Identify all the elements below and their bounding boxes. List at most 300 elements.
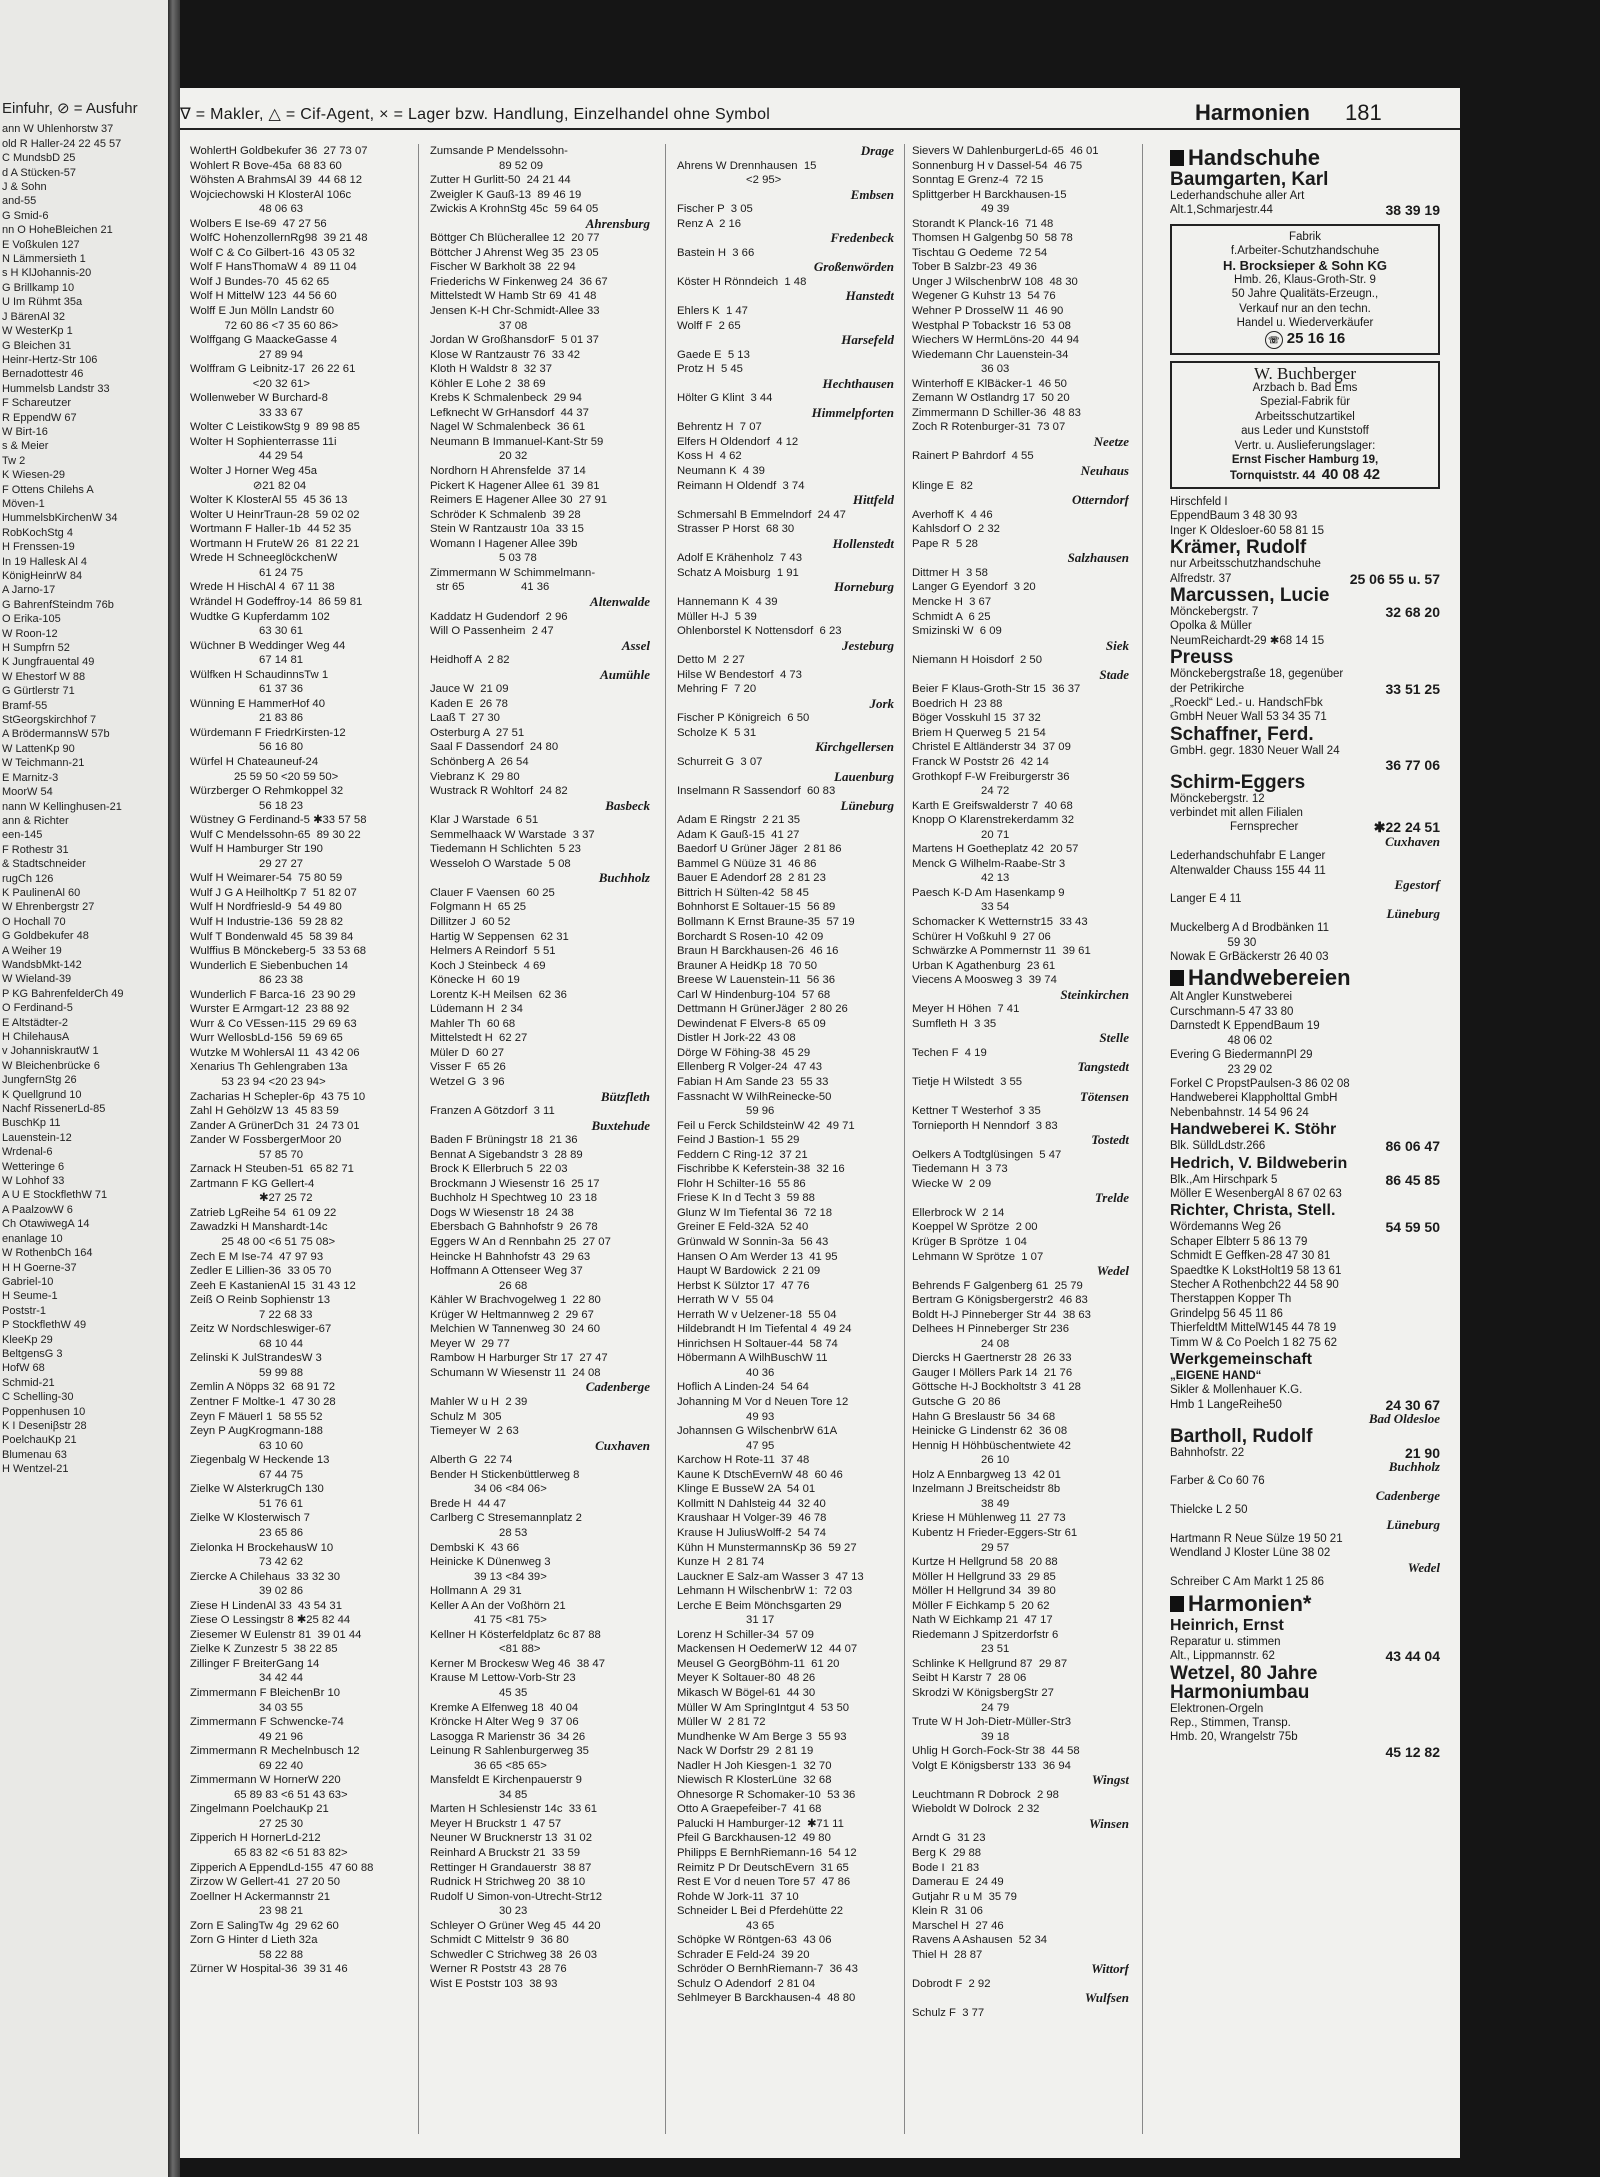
listing-entry: Flohr H Schilter-16 55 86 xyxy=(677,1177,806,1190)
listing-entry: Briem H Querweg 5 21 54 xyxy=(912,726,1046,739)
listing-entry: Bohnhorst E Soltauer-15 56 89 xyxy=(677,901,836,914)
listing-entry: Wolffgang G MaackeGasse 4 xyxy=(190,334,338,347)
listing-entry: 29 27 27 xyxy=(190,857,304,870)
listing-entry: Bollmann K Ernst Braune-35 57 19 xyxy=(677,915,855,928)
listing-entry: Friese K In d Techt 3 59 88 xyxy=(677,1192,815,1205)
listing: Möller E WesenbergAl 8 67 02 63 xyxy=(1170,1187,1342,1200)
left-page-line: W RothenbCh 164 xyxy=(2,1247,93,1260)
advert-phone: 38 39 19 xyxy=(1385,203,1440,218)
listing-entry: Paesch K-D Am Hasenkamp 9 xyxy=(912,886,1065,899)
advert-line: GmbH. gegr. 1830 Neuer Wall 24 xyxy=(1170,744,1340,757)
place-heading: Otterndorf xyxy=(1071,493,1129,508)
left-page-line: A U E StockflethW 71 xyxy=(2,1189,108,1202)
listing-entry: Inzelmann J Breitscheidstr 8b xyxy=(912,1483,1061,1496)
listing-entry: Zirzow W Gellert-41 27 20 50 xyxy=(190,1876,341,1889)
listing-entry: Wüchner B Weddinger Weg 44 xyxy=(190,639,346,652)
listing: Farber & Co 60 76 xyxy=(1170,1475,1265,1488)
listing-entry: Wiechers W HermLöns-20 44 94 xyxy=(912,334,1080,347)
listing-entry: 89 52 09 xyxy=(430,159,544,172)
listing-entry: Dillitzer J 60 52 xyxy=(430,915,511,928)
listing-entry: Klinge E 82 xyxy=(912,479,973,492)
listing-entry: Bammel G Nüüze 31 46 86 xyxy=(677,857,817,870)
place-heading: Aumühle xyxy=(600,667,650,682)
listing-entry: Wolf J Bundes-70 45 62 65 xyxy=(190,275,330,288)
page-number: 181 xyxy=(1345,100,1382,125)
place-heading: Fredenbeck xyxy=(830,231,894,246)
listing-entry: Bastein H 3 66 xyxy=(677,246,755,259)
listing-entry: 61 24 75 xyxy=(190,566,304,579)
listing-entry: Meyer H Höhen 7 41 xyxy=(912,1003,1020,1016)
advert-name: W. Buchberger xyxy=(1254,363,1356,383)
listing: Forkel C PropstPaulsen-3 86 02 08 xyxy=(1170,1077,1350,1090)
listing-entry: Schomacker K Wetternstr15 33 43 xyxy=(912,915,1088,928)
place-heading: Cuxhaven xyxy=(1385,833,1440,849)
advert-line: Blk.,Am Hirschpark 5 86 45 85 xyxy=(1170,1172,1440,1187)
left-page-line: C MundsbD 25 xyxy=(2,152,76,165)
left-page-line: een-145 xyxy=(2,829,43,842)
listing-entry: Wist E Poststr 103 38 93 xyxy=(430,1977,558,1990)
listing-entry: Lasogga R Marienstr 36 34 26 xyxy=(430,1730,586,1743)
advert-line: Elektronen-Orgeln xyxy=(1170,1702,1264,1715)
listing-entry: Bender H Stickenbüttlerweg 8 xyxy=(430,1468,580,1481)
listing-entry: Wolter J Horner Weg 45a xyxy=(190,465,318,478)
left-facing-page xyxy=(0,0,168,2177)
listing-entry: Brock K Ellerbruch 5 22 03 xyxy=(430,1163,568,1176)
listing-entry: Protz H 5 45 xyxy=(677,363,743,376)
listing-entry: 30 23 xyxy=(430,1905,528,1918)
listing-entry: Wolff F 2 65 xyxy=(677,319,741,332)
listing-entry: Wolbers E Ise-69 47 27 56 xyxy=(190,217,327,230)
place-heading: Stade xyxy=(1099,667,1129,682)
listing-entry: Behrends F Galgenberg 61 25 79 xyxy=(912,1279,1083,1292)
listing-entry: Grothkopf F-W Freiburgerstr 36 xyxy=(912,770,1070,783)
left-page-line: Poppenhusen 10 xyxy=(2,1405,86,1418)
listing-entry: Kloth H Waldstr 8 32 37 xyxy=(430,363,553,376)
listing: 23 29 02 xyxy=(1170,1063,1273,1076)
left-page-line: G Brillkamp 10 xyxy=(2,281,75,294)
listing-entry: Schrader E Feld-24 39 20 xyxy=(677,1948,810,1961)
listing-entry: Wöhsten A BrahmsAl 39 44 68 12 xyxy=(190,174,363,187)
listing-entry: 63 10 60 xyxy=(190,1439,304,1452)
listing-entry: Hölter G Klint 3 44 xyxy=(677,392,773,405)
listing-entry: 56 16 80 xyxy=(190,741,304,754)
listing-entry: 7 22 68 33 xyxy=(190,1308,313,1321)
listing-entry: Marten H Schlesienstr 14c 33 61 xyxy=(430,1803,598,1816)
advert-line: Handel u. Wiederverkäufer xyxy=(1236,317,1374,330)
listing: Timm W & Co Poelch 1 82 75 62 xyxy=(1170,1336,1338,1349)
listing-entry: Sumfleth H 3 35 xyxy=(912,1017,997,1030)
listing-entry: Zentner F Moltke-1 47 30 28 xyxy=(190,1396,336,1409)
listing-entry: Lüdemann H 2 34 xyxy=(430,1003,523,1016)
listing-entry: Fischer P 3 05 xyxy=(677,203,753,216)
listing-entry: Ziercke A Chilehaus 33 32 30 xyxy=(190,1570,341,1583)
listing-entry: Schneider L Bei d Pferdehütte 22 xyxy=(677,1905,844,1918)
listing-entry: Schürer H Voßkuhl 9 27 06 xyxy=(912,930,1051,943)
left-page-line: HofW 68 xyxy=(2,1362,45,1375)
listing-entry: Hannemann K 4 39 xyxy=(677,595,778,608)
listing-entry: Reinhard A Bruckstr 21 33 59 xyxy=(430,1846,581,1859)
column-divider xyxy=(1142,144,1143,2134)
advert-name: Schirm-Eggers xyxy=(1170,771,1306,793)
listing: Wendland J Kloster Lüne 38 02 xyxy=(1170,1547,1331,1560)
advert-phone: 45 12 82 xyxy=(1385,1744,1440,1760)
listing-entry: Schönberg A 26 54 xyxy=(430,755,529,768)
listing-entry: Dewindenat F Elvers-8 65 09 xyxy=(677,1017,826,1030)
listing-entry: Krüger B Sprötze 1 04 xyxy=(912,1236,1027,1249)
listing-entry: WohlertH Goldbekufer 36 27 73 07 xyxy=(190,145,368,157)
left-page-line: A BrödermannsW 57b xyxy=(2,728,110,741)
advert-phone-row: ☏ 25 16 16 xyxy=(1178,331,1432,349)
listing-entry: Zahl H GehölzW 13 45 83 59 xyxy=(190,1105,339,1118)
advert-name: Hedrich, V. Bildweberin xyxy=(1170,1154,1348,1172)
left-page-line: BuschKp 11 xyxy=(2,1117,61,1130)
left-page-line: E Voßkulen 127 xyxy=(2,238,80,251)
listing-entry: Zorn E SalingTw 4g 29 62 60 xyxy=(190,1919,339,1932)
listing-entry: Breese W Lauenstein-11 56 36 xyxy=(677,974,836,987)
place-heading: Bad Oldesloe xyxy=(1368,1411,1440,1427)
page-title: Harmonien xyxy=(1195,100,1310,125)
listing-entry: 34 06 <84 06> xyxy=(430,1483,547,1496)
left-page-line: K Wiesen-29 xyxy=(2,469,65,482)
listing-entry: Semmelhaack W Warstade 3 37 xyxy=(430,828,595,841)
left-page-line: H Wentzel-21 xyxy=(2,1463,69,1476)
place-heading: Horneburg xyxy=(834,580,894,595)
listing-entry: Kaden E 26 78 xyxy=(430,697,508,710)
place-heading: Basbeck xyxy=(605,798,650,813)
place-heading: Buchholz xyxy=(1388,1459,1440,1475)
listing-entry: Zingelmann PoelchauKp 21 xyxy=(190,1803,329,1816)
listing-entry: Mackensen H OedemerW 12 44 07 xyxy=(677,1643,858,1656)
listing-entry: Wieboldt W Dolrock 2 32 xyxy=(912,1803,1040,1816)
listing-entry: Zelinski K JulStrandesW 3 xyxy=(190,1352,322,1365)
listing-entry: 86 23 38 xyxy=(190,974,304,987)
listing-entry: Krause H JuliusWolff-2 54 74 xyxy=(677,1526,827,1539)
listing-entry: Averhoff K 4 46 xyxy=(912,508,993,521)
listing-entry: Zoellner H Ackermannstr 21 xyxy=(190,1890,331,1903)
left-page-line: PoelchauKp 21 xyxy=(2,1434,77,1447)
listing-entry: Dörge W Föhing-38 45 29 xyxy=(677,1046,811,1059)
listing: Langer E 4 11 xyxy=(1170,893,1242,906)
listing-entry: Wulf T Bondenwald 45 58 39 84 xyxy=(190,930,354,943)
section-heading-handschuhe: Handschuhe xyxy=(1170,150,1440,166)
listing-entry: Wünning E HammerHof 40 xyxy=(190,697,325,710)
listing-entry: Sievers W DahlenburgerLd-65 46 01 xyxy=(912,145,1099,157)
listing-entry: Hahn G Breslaustr 56 34 68 xyxy=(912,1410,1056,1423)
listing-entry: Brockmann J Wiesenstr 16 25 17 xyxy=(430,1177,600,1190)
column-divider xyxy=(904,144,905,2134)
listing-entry: Leinung R Sahlenburgerweg 35 xyxy=(430,1745,589,1758)
listing-entry: Hilse W Bendestorf 4 73 xyxy=(677,668,802,681)
listing-entry: Langer G Eyendorf 3 20 xyxy=(912,581,1036,594)
listing-entry: Karchow H Rote-11 37 48 xyxy=(677,1454,810,1467)
listing-entry: Göttsche H-J Bockholtstr 3 41 28 xyxy=(912,1381,1081,1394)
listing: EppendBaum 3 48 30 93 xyxy=(1170,510,1298,523)
listing-entry: Niemann H Hoisdorf 2 50 xyxy=(912,654,1042,667)
place-heading: Winsen xyxy=(1089,1816,1129,1831)
listing-entry: Rainert P Bahrdorf 4 55 xyxy=(912,450,1034,463)
advert-line: Mönckebergstraße 18, gegenüber xyxy=(1170,668,1344,681)
listing-entry: Bittrich H Sülten-42 58 45 xyxy=(677,886,809,899)
place-heading: Wittorf xyxy=(1091,1962,1129,1977)
advert-phone: 86 45 85 xyxy=(1385,1172,1440,1187)
listing-entry: Koch J Steinbeck 4 69 xyxy=(430,959,546,972)
column-divider xyxy=(418,144,419,2134)
listing: Lederhandschuhfabr E Langer xyxy=(1170,850,1326,863)
listing-entry: Johannsen G WilschenbrW 61A xyxy=(677,1425,838,1438)
listing-entry: Holz A Ennbargweg 13 42 01 xyxy=(912,1468,1061,1481)
listing-entry: Zielke K Zunzestr 5 38 22 85 xyxy=(190,1643,338,1656)
listing-entry: Eggers W An d Rennbahn 25 27 07 xyxy=(430,1236,611,1249)
listing-entry: Zumsande P Mendelssohn- xyxy=(430,145,568,157)
advert-line: GmbH Neuer Wall 53 34 35 71 xyxy=(1170,711,1327,724)
listing-entry: 34 42 44 xyxy=(190,1672,304,1685)
listing-entry: 56 18 23 xyxy=(190,799,304,812)
listing: Hirschfeld I xyxy=(1170,495,1228,508)
listing-entry: Carlberg C Stresemannplatz 2 xyxy=(430,1512,582,1525)
listing-entry: Tornieporth H Nenndorf 3 83 xyxy=(912,1119,1058,1132)
listing-entry: Wolter H Sophienterrasse 11i xyxy=(190,435,337,448)
listing-entry: Wunderlich F Barca-16 23 90 29 xyxy=(190,988,356,1001)
listing-entry: Meyer W 29 77 xyxy=(430,1337,510,1350)
listing-entry: Womann I Hagener Allee 39b xyxy=(430,537,578,550)
listing-entry: Pickert K Hagener Allee 61 39 81 xyxy=(430,479,600,492)
listing-entry: Meusel G GeorgBöhm-11 61 20 xyxy=(677,1657,840,1670)
listing-entry: Friederichs W Finkenweg 24 36 67 xyxy=(430,275,608,288)
listing-entry: Laaß T 27 30 xyxy=(430,712,500,725)
listing-entry: Kettner T Westerhof 3 35 xyxy=(912,1105,1041,1118)
listing-entry: Bauer E Adendorf 28 2 81 23 xyxy=(677,872,826,885)
listing-entry: Möller H Hellgrund 33 29 85 xyxy=(912,1570,1056,1583)
listing-entry: Zimmermann D Schiller-36 48 83 xyxy=(912,406,1081,419)
listing-entry: Pape R 5 28 xyxy=(912,537,978,550)
advert-line: „EIGENE HAND“ xyxy=(1170,1370,1262,1382)
listing-entry: Feil u Ferck SchildsteinW 42 49 71 xyxy=(677,1119,855,1132)
advert-line: Spezial-Fabrik für xyxy=(1259,396,1351,409)
listing-entry: Unger J WilschenbrW 108 48 30 xyxy=(912,275,1078,288)
left-page-line: In 19 Hallesk Al 4 xyxy=(2,555,87,568)
listing-entry: Alberth G 22 74 xyxy=(430,1454,513,1467)
listing-entry: Osterburg A 27 51 xyxy=(430,726,525,739)
listing-entry: Schatz A Moisburg 1 91 xyxy=(677,566,799,579)
column-divider xyxy=(665,144,666,2134)
advert-line: Bahnhofstr. 22 21 90 xyxy=(1170,1445,1440,1461)
left-page-line: H Seume-1 xyxy=(2,1290,58,1303)
listing-entry: Zeitz W Nordschleswiger-67 xyxy=(190,1323,332,1336)
advert-phone: 33 51 25 xyxy=(1385,681,1440,696)
listing-entry: Tietje H Wilstedt 3 55 xyxy=(912,1076,1023,1088)
advert-line: Arzbach b. Bad Ems xyxy=(1252,382,1358,395)
left-page-line: K Jungfrauental 49 xyxy=(2,656,95,669)
listing-entry: 24 72 xyxy=(912,785,1010,798)
listing-entry: 42 13 xyxy=(912,872,1010,885)
listing-entry: Wolter K KlosterAl 55 45 36 13 xyxy=(190,494,348,507)
advert-name: H. Brocksieper & Sohn KG xyxy=(1223,257,1387,273)
listing-entry: Neumann B Immanuel-Kant-Str 59 xyxy=(430,435,604,448)
left-page-line: A Jarno-17 xyxy=(2,584,56,597)
listing-entry: ✱27 25 72 xyxy=(190,1192,313,1205)
listing-entry: Wiecke W 2 09 xyxy=(912,1177,992,1190)
left-page-line: enanlage 10 xyxy=(2,1232,63,1245)
listing-entry: Fischer W Barkholt 38 22 94 xyxy=(430,261,576,274)
left-page-line: F Schareutzer xyxy=(2,397,72,410)
listing-entry: Schmersahl B Emmelndorf 24 47 xyxy=(677,508,846,521)
listing: NeumReichardt-29 ✱68 14 15 xyxy=(1170,634,1325,647)
advert-line xyxy=(1170,1745,1440,1759)
listing: Alt Angler Kunstweberei xyxy=(1170,991,1293,1004)
listing-entry: Wulf H Industrie-136 59 28 82 xyxy=(190,915,344,928)
listing-entry: Gaede E 5 13 xyxy=(677,348,750,361)
listing-entry: Lerche E Beim Mönchsgarten 29 xyxy=(677,1599,842,1612)
left-page-line: Lauenstein-12 xyxy=(2,1131,72,1144)
listing-entry: 63 30 61 xyxy=(190,625,304,638)
left-page-line: Wetteringe 6 xyxy=(2,1160,65,1173)
directory-page xyxy=(180,88,1460,2158)
place-heading: Egestorf xyxy=(1394,877,1440,893)
listing-entry: Rettinger H Grandauerstr 38 87 xyxy=(430,1861,592,1874)
listing-entry: 27 89 94 xyxy=(190,348,304,361)
listing-entry: Wrede H SchneeglöckchenW xyxy=(190,552,338,565)
listing-entry: Schröder O BernhRiemann-7 36 43 xyxy=(677,1963,858,1976)
listing: Thielcke L 2 50 xyxy=(1170,1504,1248,1517)
listing-entry: Rudolf U Simon-von-Utrecht-Str12 xyxy=(430,1890,603,1903)
place-heading: Altenwalde xyxy=(590,594,650,609)
listing-entry: Würdemann F FriedrKirsten-12 xyxy=(190,726,346,739)
listing: Altenwalder Chauss 155 44 11 xyxy=(1170,864,1326,877)
listing-entry: 5 03 78 xyxy=(430,552,537,565)
listing-entry: Krause M Lettow-Vorb-Str 23 xyxy=(430,1672,576,1685)
listing-entry: Ravens A Ashausen 52 34 xyxy=(912,1934,1048,1947)
listing-entry: 23 98 21 xyxy=(190,1905,304,1918)
left-page-line: W LattenKp 90 xyxy=(2,742,75,755)
listing-entry: Mundhenke W Am Berge 3 55 93 xyxy=(677,1730,847,1743)
listing-entry: Zeyn P AugKrogmann-188 xyxy=(190,1425,323,1438)
place-heading: Tostedt xyxy=(1091,1133,1129,1148)
place-heading: Wedel xyxy=(1096,1264,1129,1279)
listing-entry: 67 14 81 xyxy=(190,654,304,667)
listing-entry: Schulz O Adendorf 2 81 04 xyxy=(677,1977,816,1990)
listing-entry: Wulf H Weimarer-54 75 80 59 xyxy=(190,872,343,885)
listing-entry: Tober B Salzbr-23 49 36 xyxy=(912,261,1037,274)
listing-entry: Ohnesorge R Schomaker-10 53 36 xyxy=(677,1788,856,1801)
listing-entry: Smizinski W 6 09 xyxy=(912,625,1002,638)
listing-entry: Sonntag E Grenz-4 72 15 xyxy=(912,174,1044,187)
listing: ThierfeldtM MittelW145 44 78 19 xyxy=(1170,1322,1337,1335)
listing-entry: Schmidt C Mittelstr 9 36 80 xyxy=(430,1934,569,1947)
listing-entry: Seibt H Karstr 7 28 06 xyxy=(912,1672,1027,1685)
listing-entry: Nagel W Schmalenbeck 36 61 xyxy=(430,421,586,434)
advert-phone: 24 30 67 xyxy=(1385,1397,1440,1413)
listing: Schmidt E Geffken-28 47 30 81 xyxy=(1170,1250,1331,1263)
place-heading: Siek xyxy=(1105,638,1129,653)
advert-line: der Petrikirche 33 51 25 xyxy=(1170,681,1440,696)
place-heading: Lüneburg xyxy=(1386,905,1440,921)
listing-entry: Kerner M Brockesw Weg 46 38 47 xyxy=(430,1657,605,1670)
advert-line: Hmb. 20, Wrangelstr 75b xyxy=(1170,1731,1298,1744)
listing-entry: Schwärzke A Pommernstr 11 39 61 xyxy=(912,945,1091,958)
listing-entry: Otto A Graepefeiber-7 41 68 xyxy=(677,1803,822,1816)
listing-entry: Würfel H Chateauneuf-24 xyxy=(190,755,319,768)
listing-entry: Hennig H Höhbüschentwiete 42 xyxy=(912,1439,1071,1452)
listing-entry: Zimmermann R Mechelnbusch 12 xyxy=(190,1745,360,1758)
listing-entry: Lefknecht W GrHansdorf 44 37 xyxy=(430,406,589,419)
advert-phone-row: Tornquiststr. 44 40 08 42 xyxy=(1229,465,1381,483)
listing-entry: Rudnick H Strichweg 20 38 10 xyxy=(430,1876,586,1889)
listing-entry: Wolffram G Leibnitz-17 26 22 61 xyxy=(190,363,356,376)
listing-entry: Wiedemann Chr Lauenstein-34 xyxy=(912,348,1069,361)
listing-entry: Koeppel W Sprötze 2 00 xyxy=(912,1221,1038,1234)
place-heading: Himmelpforten xyxy=(811,405,894,420)
left-page-line: Bramf-55 xyxy=(2,699,48,712)
listing-entry: Zedler E Lillien-36 33 05 70 xyxy=(190,1265,332,1278)
place-heading: Cadenberge xyxy=(1375,1487,1440,1503)
listing-entry: 26 68 xyxy=(430,1279,528,1292)
listing-entry: Knopp O Klarenstrekerdamm 32 xyxy=(912,814,1075,827)
listing-entry: Viecens A Moosweg 3 39 74 xyxy=(912,974,1057,987)
advert-line: Mönckebergstr. 12 xyxy=(1170,792,1265,805)
listing-entry: Urban K Agathenburg 23 61 xyxy=(912,959,1056,972)
advert-name: Krämer, Rudolf xyxy=(1170,537,1307,559)
listing-entry: Schröder K Schmalenb 39 28 xyxy=(430,508,581,521)
left-page-line: Poststr-1 xyxy=(2,1304,47,1317)
listing-entry: 69 22 40 xyxy=(190,1759,304,1772)
left-page-line: WandsbMkt-142 xyxy=(2,958,82,971)
listing-entry: Werner R Poststr 43 28 76 xyxy=(430,1963,567,1976)
listing-entry: Westphal P Tobackstr 16 53 08 xyxy=(912,319,1071,332)
listing-entry: Heinicke G Lindenstr 62 36 08 xyxy=(912,1425,1068,1438)
listing-entry: Wurr & Co VEssen-115 29 69 63 xyxy=(190,1017,357,1030)
left-page-line: Hummelsb Landstr 33 xyxy=(2,382,110,395)
listing-entry: 34 85 xyxy=(430,1788,528,1801)
listing-entry: Schmidt A 6 25 xyxy=(912,610,991,623)
left-page-line: P StockflethW 49 xyxy=(2,1319,87,1332)
listing-entry: Klinge E BusseW 2A 54 01 xyxy=(677,1483,816,1496)
place-heading: Tangstedt xyxy=(1077,1060,1129,1075)
left-page-line: Heinr-Hertz-Str 106 xyxy=(2,353,98,366)
listing: Grindelpg 56 45 11 86 xyxy=(1170,1307,1283,1320)
listing-entry: Meyer K Soltauer-80 48 26 xyxy=(677,1672,816,1685)
listing-entry: Tischtau G Oedeme 72 54 xyxy=(912,246,1048,259)
listing-entry: Carl W Hindenburg-104 57 68 xyxy=(677,988,831,1001)
advert-line: verbindet mit allen Filialen xyxy=(1170,807,1303,819)
place-heading: Hanstedt xyxy=(845,289,894,304)
listing-entry: Hartig W Seppensen 62 31 xyxy=(430,930,569,943)
listing-entry: Neumann K 4 39 xyxy=(677,465,765,478)
advert-phone: 54 59 50 xyxy=(1385,1220,1440,1235)
listing-entry: Jauce W 21 09 xyxy=(430,683,509,696)
left-page-line: W Birt-16 xyxy=(2,425,48,438)
advert-line: Ernst Fischer Hamburg 19, xyxy=(1231,454,1379,467)
listing-entry: Schurreit G 3 07 xyxy=(677,755,763,768)
listing-entry: Buchholz H Spechtweg 10 23 18 xyxy=(430,1192,598,1205)
listing-column-3 xyxy=(677,144,894,2006)
listing-entry: Hoflich A Linden-24 54 64 xyxy=(677,1381,809,1394)
listing-entry: 25 48 00 <6 51 75 08> xyxy=(190,1236,336,1249)
left-page-line: KleeKp 29 xyxy=(2,1333,53,1346)
listing-entry: Splittgerber H Barckhausen-15 xyxy=(912,188,1067,201)
left-page-line: Nachf RissenerLd-85 xyxy=(2,1103,106,1116)
listing-entry: Ziese O Lessingstr 8 ✱25 82 44 xyxy=(190,1614,351,1627)
left-page-line: Tw 2 xyxy=(2,454,26,467)
listing-entry: Herrath W V 55 04 xyxy=(677,1294,774,1307)
place-heading: Großenwörden xyxy=(813,260,894,275)
listing-entry: Ebersbach G Bahnhofstr 9 26 78 xyxy=(430,1221,598,1234)
place-heading: Hechthausen xyxy=(822,376,894,391)
listing-entry: Klein R 31 06 xyxy=(912,1905,983,1918)
listing-entry: Franzen A Götzdorf 3 11 xyxy=(430,1105,555,1118)
listing-entry: Klose W Rantzaustr 76 33 42 xyxy=(430,348,581,361)
listing-entry: Zander A GrünerDch 31 24 73 01 xyxy=(190,1119,360,1132)
listing-entry: Kunze H 2 81 74 xyxy=(677,1556,765,1569)
